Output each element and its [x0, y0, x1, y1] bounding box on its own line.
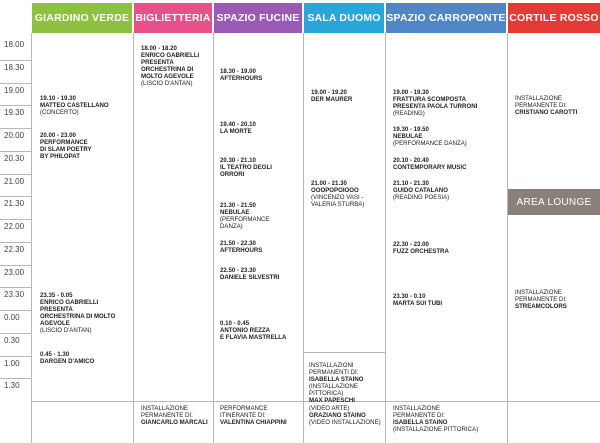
installation-entry [309, 362, 385, 426]
event-name: ISABELLA STAINO [309, 376, 364, 384]
time-gridline [0, 219, 31, 220]
event-note: ITINERANTE DI: [220, 412, 266, 420]
time-label: 22.30 [4, 244, 25, 254]
time-label: 1.00 [4, 358, 20, 368]
event-note: INSTALLAZIONE [515, 95, 562, 102]
event-entry [220, 157, 302, 178]
time-gridline [0, 128, 31, 129]
column-divider [303, 33, 304, 443]
event-subtitle: (INSTALLAZIONE PITTORICA) [393, 426, 479, 434]
time-gridline [0, 83, 31, 84]
event-name: FUZZ ORCHESTRA [393, 248, 449, 256]
event-entry [393, 157, 505, 171]
time-label: 0.00 [4, 313, 20, 322]
time-gridline [0, 196, 31, 197]
event-entry [515, 95, 599, 116]
time-gridline [0, 242, 31, 243]
time-gridline [0, 356, 31, 357]
event-time: 23.30 - 0.10 [393, 293, 426, 300]
time-gridline [0, 287, 31, 288]
event-time: 19.00 - 19.30 [393, 89, 429, 96]
event-name: IL TEATRO DEGLI [220, 164, 272, 172]
event-note: INSTALLAZIONE [141, 405, 188, 412]
event-subtitle: (CONCERTO) [40, 109, 79, 117]
event-time: 18.30 - 19.00 [220, 68, 256, 75]
event-name: GUIDO CATALANO [393, 187, 448, 195]
event-time: 21.50 - 22.30 [220, 240, 256, 247]
event-name: PRESENTA [141, 59, 174, 67]
time-gridline [0, 333, 31, 334]
event-note: PERMANENTI DI: [309, 369, 359, 377]
event-subtitle: DANZA) [220, 223, 243, 231]
event-note: PERMANENTE DI: [141, 412, 193, 420]
event-time: 20.10 - 20.40 [393, 157, 429, 164]
event-entry [40, 132, 132, 160]
event-name: GIANCARLO MARCALI [141, 419, 208, 427]
time-label: 20.00 [4, 131, 25, 140]
event-name: NEBULAE [220, 209, 250, 217]
event-time: 21.10 - 21.30 [393, 180, 429, 187]
event-time: 20.00 - 23.00 [40, 132, 76, 139]
event-subtitle: (VINCENZO VASI - [311, 194, 364, 202]
event-name: ORRORI [220, 171, 245, 179]
time-label: 23.00 [4, 267, 25, 277]
event-name: PRESENTA [40, 306, 73, 314]
column-divider [31, 33, 32, 443]
footer-entry [393, 405, 505, 433]
duomo-installations-divider [303, 352, 385, 353]
column-divider [213, 33, 214, 443]
event-name: CRISTIANO CAROTTI [515, 109, 578, 117]
event-name: NEBULAE [393, 133, 423, 141]
event-name: GRAZIANO STAINO [309, 411, 366, 419]
event-entry [220, 121, 302, 135]
event-entry [393, 89, 505, 117]
event-time: 19.10 - 19.30 [40, 95, 76, 102]
event-subtitle: (READING POESIA) [393, 194, 450, 202]
event-subtitle: (LISCIO D'ANTAN) [141, 80, 193, 88]
event-entry [141, 45, 211, 88]
event-entry [393, 126, 505, 147]
time-label: 20.30 [4, 153, 25, 163]
event-time: 21.30 - 21.50 [220, 202, 256, 209]
time-label: 18.00 [4, 40, 25, 49]
time-gridline [0, 265, 31, 266]
event-name: BY PHILOPAT [40, 153, 80, 161]
event-time: 19.30 - 19.50 [393, 126, 429, 133]
event-name: AFTERHOURS [220, 247, 263, 255]
event-time: 22.30 - 23.00 [393, 241, 429, 248]
event-note: PERMANENTE DI: [393, 412, 445, 420]
event-entry [40, 292, 132, 335]
header-cortile-rosso: CORTILE ROSSO [508, 3, 600, 33]
area-lounge-band: AREA LOUNGE [508, 189, 600, 215]
time-gridline [0, 378, 31, 379]
event-subtitle: (VIDEO ARTE) [309, 404, 350, 412]
header-giardino-verde: GIARDINO VERDE [32, 3, 132, 33]
column-divider [133, 33, 134, 443]
time-label: 0.30 [4, 335, 20, 345]
event-time: 0.10 - 0.45 [220, 320, 250, 327]
event-note: INSTALLAZIONE [393, 405, 440, 412]
event-note: PERMANENTE DI: [515, 296, 567, 304]
time-gridline [0, 151, 31, 152]
event-time: 21.00 - 21.30 [311, 180, 347, 187]
event-time: 18.00 - 18.20 [141, 45, 177, 52]
footer-entry [220, 405, 302, 426]
event-subtitle: (READING) [393, 110, 425, 118]
event-name: DANIELE SILVESTRI [220, 274, 280, 282]
time-gridline [0, 310, 31, 311]
event-name: FRATTURA SCOMPOSTA [393, 96, 467, 104]
event-entry [40, 351, 132, 365]
event-time: 19.00 - 19.20 [311, 89, 347, 96]
event-name: ENRICO GABRIELLI [40, 299, 99, 307]
time-label: 23.30 [4, 290, 25, 300]
event-note: PERMANENTE DI: [515, 102, 567, 110]
event-name: PRESENTA PAOLA TURRONI [393, 103, 478, 111]
footer-entry [141, 405, 213, 426]
event-name: STREAMCOLORS [515, 303, 567, 311]
event-time: 23.35 - 0.05 [40, 292, 73, 299]
event-entry [220, 240, 302, 254]
column-divider [385, 33, 386, 443]
time-label: 21.00 [4, 176, 25, 186]
event-name: PERFORMANCE [40, 139, 88, 147]
event-name: OOOPOPOIOOO [311, 187, 359, 195]
event-name: CONTEMPORARY MUSIC [393, 164, 467, 172]
event-name: DI SLAM POETRY [40, 146, 92, 154]
event-name: DER MAURER [311, 96, 353, 104]
event-name: LA MORTE [220, 128, 252, 136]
event-subtitle: VALERIA STURBA) [311, 201, 365, 209]
time-gridline [0, 60, 31, 61]
event-time: 20.30 - 21.10 [220, 157, 256, 164]
event-note: INSTALLAZIONI [309, 362, 354, 369]
time-label: 1.30 [4, 381, 20, 391]
event-entry [311, 180, 383, 208]
event-entry [393, 293, 505, 307]
event-name: DARGEN D'AMICO [40, 358, 95, 366]
event-time: 19.40 - 20.10 [220, 121, 256, 128]
time-gridline [0, 105, 31, 106]
time-label: 22.00 [4, 222, 25, 231]
header-sala-duomo: SALA DUOMO [304, 3, 384, 33]
time-label: 18.30 [4, 62, 25, 72]
event-name: ORCHESTRINA DI MOLTO [40, 313, 116, 321]
event-name: VALENTINA CHIAPPINI [220, 419, 287, 427]
event-name: E FLAVIA MASTRELLA [220, 334, 287, 342]
event-entry [220, 267, 302, 281]
time-gridline [0, 174, 31, 175]
event-subtitle: (PERFORMANCE DANZA) [393, 140, 467, 148]
event-time: 22.50 - 23.30 [220, 267, 256, 274]
event-entry [220, 68, 302, 82]
column-divider [507, 33, 508, 443]
event-note: PERFORMANCE [220, 405, 268, 412]
event-entry [311, 89, 383, 103]
event-note: INSTALLAZIONE [515, 289, 562, 296]
time-label: 19.30 [4, 108, 25, 118]
event-name: AFTERHOURS [220, 75, 263, 83]
event-name: MARTA SUI TUBI [393, 300, 443, 308]
header-spazio-fucine: SPAZIO FUCINE [214, 3, 302, 33]
event-name: AGEVOLE [40, 320, 70, 328]
event-entry [40, 95, 132, 116]
event-subtitle: PITTORICA) [309, 390, 344, 398]
event-name: MOLTO AGEVOLE [141, 73, 194, 81]
event-subtitle: (PERFORMANCE [220, 216, 270, 224]
event-name: ORCHESTRINA DI [141, 66, 194, 74]
event-entry [220, 320, 302, 341]
event-entry [220, 202, 302, 230]
event-name: MAX PAPESCHI [309, 397, 355, 405]
event-subtitle: (VIDEO INSTALLAZIONE) [309, 418, 381, 426]
event-entry [515, 289, 599, 310]
event-name: ANTONIO REZZA [220, 327, 270, 335]
header-biglietteria: BIGLIETTERIA [134, 3, 212, 33]
event-entry [393, 180, 505, 201]
event-name: ISABELLA STAINO [393, 419, 448, 427]
event-entry [393, 241, 505, 255]
event-time: 0.45 - 1.30 [40, 351, 70, 358]
event-subtitle: (INSTALLAZIONE [309, 383, 358, 391]
time-label: 21.30 [4, 199, 25, 209]
header-spazio-carroponte: SPAZIO CARROPONTE [386, 3, 506, 33]
event-name: ENRICO GABRIELLI [141, 52, 200, 60]
event-subtitle: (LISCIO D'ANTAN) [40, 327, 92, 335]
time-label: 19.00 [4, 85, 25, 95]
event-name: MATTEO CASTELLANO [40, 102, 109, 110]
